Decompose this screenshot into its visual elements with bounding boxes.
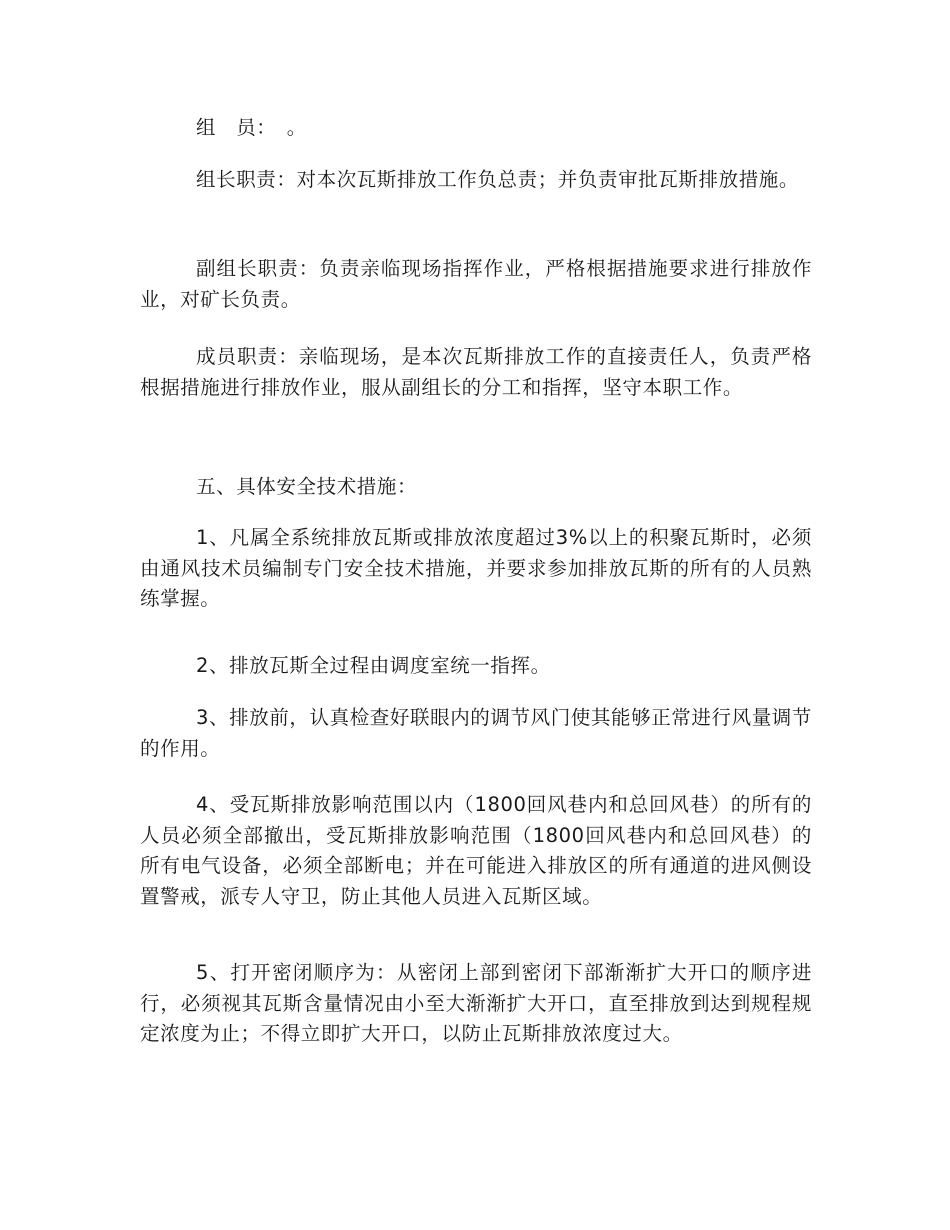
leader-duty-paragraph: 组长职责：对本次瓦斯排放工作负总责；并负责审批瓦斯排放措施。 — [196, 168, 800, 191]
measure-item-1: 1、凡属全系统排放瓦斯或排放浓度超过3%以上的积聚瓦斯时，必须由通风技术员编制专门安全技术措施，并要求参加排放瓦斯的所有的人员熟练掌握。 — [140, 526, 812, 610]
measure-item-5: 5、打开密闭顺序为：从密闭上部到密闭下部渐渐扩大开口的顺序进行，必须视其瓦斯含量情况由小至大渐渐扩大开口，直至排放到达到规程规定浓度为止；不得立即扩大开口，以防止瓦斯排放浓度过大。 — [140, 961, 812, 1045]
member-line: 组 员： 。 — [196, 116, 307, 139]
member-duty-paragraph: 成员职责：亲临现场，是本次瓦斯排放工作的直接责任人，负责严格根据措施进行排放作业，服从副组长的分工和指挥，坚守本职工作。 — [140, 345, 812, 399]
deputy-leader-duty-paragraph: 副组长职责：负责亲临现场指挥作业，严格根据措施要求进行排放作业，对矿长负责。 — [140, 257, 812, 311]
section-heading: 五、具体安全技术措施： — [196, 475, 418, 498]
measure-item-4: 4、受瓦斯排放影响范围以内（1800回风巷内和总回风巷）的所有的人员必须全部撤出，受瓦斯排放影响范围（1800回风巷内和总回风巷）的所有电气设备，必须全部断电；并在可能进入排放区的所有通道的进风侧设置警戒，派专人守卫，防止其他人员进入瓦斯区域。 — [140, 793, 812, 908]
measure-item-3: 3、排放前，认真检查好联眼内的调节风门使其能够正常进行风量调节的作用。 — [140, 706, 813, 760]
measure-item-2: 2、排放瓦斯全过程由调度室统一指挥。 — [196, 654, 551, 677]
